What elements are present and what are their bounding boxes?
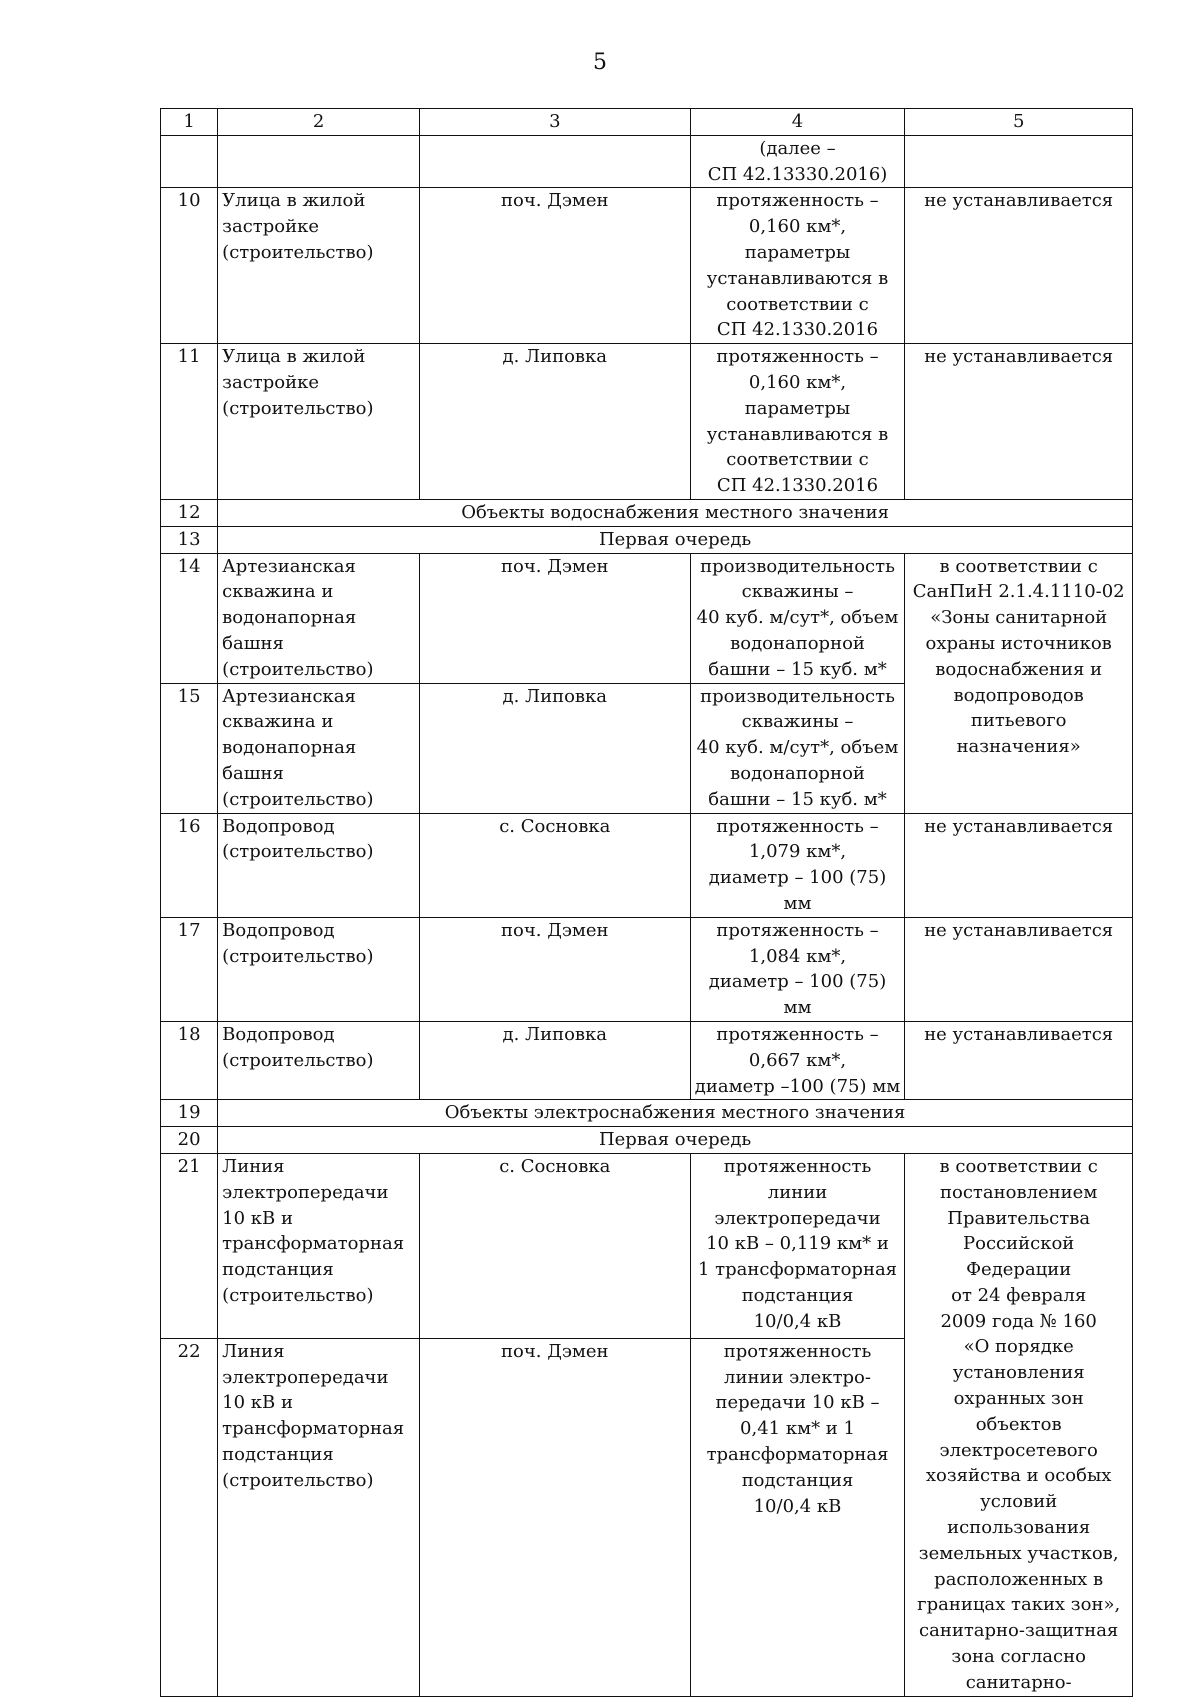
column-header: 2 <box>218 109 420 136</box>
column-header: 3 <box>419 109 690 136</box>
object-location: поч. Дэмен <box>419 917 690 1021</box>
row-number: 16 <box>161 813 218 917</box>
object-name: Улица в жилой застройке (строительство) <box>218 188 420 344</box>
row-number: 19 <box>161 1100 218 1127</box>
zone-characteristics <box>905 135 1133 188</box>
section-row <box>161 1127 1133 1154</box>
row-number: 21 <box>161 1153 218 1338</box>
zone-characteristics: в соответствии с постановлением Правительства Российской Федерации от 24 февраля 2009 года № 160 «О порядке установления охранных зон объектов электросетевого хозяйства и особых условий использования земельных участков, расположенных в границах таких зон», санитарно-защитная зона согласно санитарно- <box>905 1153 1133 1696</box>
object-name: Водопровод (строительство) <box>218 813 420 917</box>
object-parameters: протяженность – 0,667 км*, диаметр –100 (75) мм <box>690 1021 905 1099</box>
object-location: с. Сосновка <box>419 813 690 917</box>
column-header: 4 <box>690 109 905 136</box>
section-row <box>161 499 1133 526</box>
object-location: д. Липовка <box>419 683 690 813</box>
section-row <box>161 1100 1133 1127</box>
row-number: 14 <box>161 553 218 683</box>
column-header: 1 <box>161 109 218 136</box>
objects-table <box>160 108 1133 1697</box>
object-location: поч. Дэмен <box>419 1338 690 1696</box>
object-parameters: протяженность линии электро- передачи 10 кВ – 0,41 км* и 1 трансформаторная подстанция 10/0,4 кВ <box>690 1338 905 1696</box>
row-number: 22 <box>161 1338 218 1696</box>
object-parameters: протяженность – 0,160 км*, параметры устанавливаются в соответствии с СП 42.1330.2016 <box>690 188 905 344</box>
object-name: Линия электропередачи 10 кВ и трансформаторная подстанция (строительство) <box>218 1338 420 1696</box>
object-name: Водопровод (строительство) <box>218 1021 420 1099</box>
row-number: 20 <box>161 1127 218 1154</box>
column-header: 5 <box>905 109 1133 136</box>
row-number: 18 <box>161 1021 218 1099</box>
table-header-row <box>161 109 1133 136</box>
zone-characteristics: в соответствии с СанПиН 2.1.4.1110-02 «Зоны санитарной охраны источников водоснабжения и водопроводов питьевого назначения» <box>905 553 1133 813</box>
zone-characteristics: не устанавливается <box>905 188 1133 344</box>
row-number: 11 <box>161 344 218 500</box>
section-heading: Объекты электроснабжения местного значения <box>218 1100 1133 1127</box>
object-name: Водопровод (строительство) <box>218 917 420 1021</box>
table-row <box>161 917 1133 1021</box>
zone-characteristics: не устанавливается <box>905 813 1133 917</box>
table-row <box>161 344 1133 500</box>
object-location: с. Сосновка <box>419 1153 690 1338</box>
object-parameters: производительность скважины – 40 куб. м/сут*, объем водонапорной башни – 15 куб. м* <box>690 553 905 683</box>
section-heading: Первая очередь <box>218 1127 1133 1154</box>
section-row <box>161 526 1133 553</box>
row-number <box>161 135 218 188</box>
table-row <box>161 135 1133 188</box>
row-number: 15 <box>161 683 218 813</box>
object-name: Улица в жилой застройке (строительство) <box>218 344 420 500</box>
object-location: поч. Дэмен <box>419 188 690 344</box>
object-parameters: протяженность – 1,079 км*, диаметр – 100 (75) мм <box>690 813 905 917</box>
page-number: 5 <box>593 50 607 75</box>
row-number: 13 <box>161 526 218 553</box>
table-row <box>161 1153 1133 1338</box>
table-row <box>161 1021 1133 1099</box>
row-number: 10 <box>161 188 218 344</box>
row-number: 12 <box>161 499 218 526</box>
row-number: 17 <box>161 917 218 1021</box>
object-parameters: протяженность – 1,084 км*, диаметр – 100 (75) мм <box>690 917 905 1021</box>
table-row <box>161 553 1133 683</box>
object-name: Линия электропередачи 10 кВ и трансформаторная подстанция (строительство) <box>218 1153 420 1338</box>
object-location: д. Липовка <box>419 1021 690 1099</box>
object-parameters: протяженность – 0,160 км*, параметры устанавливаются в соответствии с СП 42.1330.2016 <box>690 344 905 500</box>
object-location: поч. Дэмен <box>419 553 690 683</box>
section-heading: Первая очередь <box>218 526 1133 553</box>
zone-characteristics: не устанавливается <box>905 1021 1133 1099</box>
object-parameters: (далее – СП 42.13330.2016) <box>690 135 905 188</box>
zone-characteristics: не устанавливается <box>905 344 1133 500</box>
object-parameters: производительность скважины – 40 куб. м/сут*, объем водонапорной башни – 15 куб. м* <box>690 683 905 813</box>
zone-characteristics: не устанавливается <box>905 917 1133 1021</box>
section-heading: Объекты водоснабжения местного значения <box>218 499 1133 526</box>
object-name <box>218 135 420 188</box>
object-parameters: протяженность линии электропередачи 10 кВ – 0,119 км* и 1 трансформаторная подстанция 10/0,4 кВ <box>690 1153 905 1338</box>
object-name: Артезианская скважина и водонапорная башня (строительство) <box>218 553 420 683</box>
object-location: д. Липовка <box>419 344 690 500</box>
object-location <box>419 135 690 188</box>
table-row <box>161 813 1133 917</box>
object-name: Артезианская скважина и водонапорная башня (строительство) <box>218 683 420 813</box>
table-row <box>161 188 1133 344</box>
